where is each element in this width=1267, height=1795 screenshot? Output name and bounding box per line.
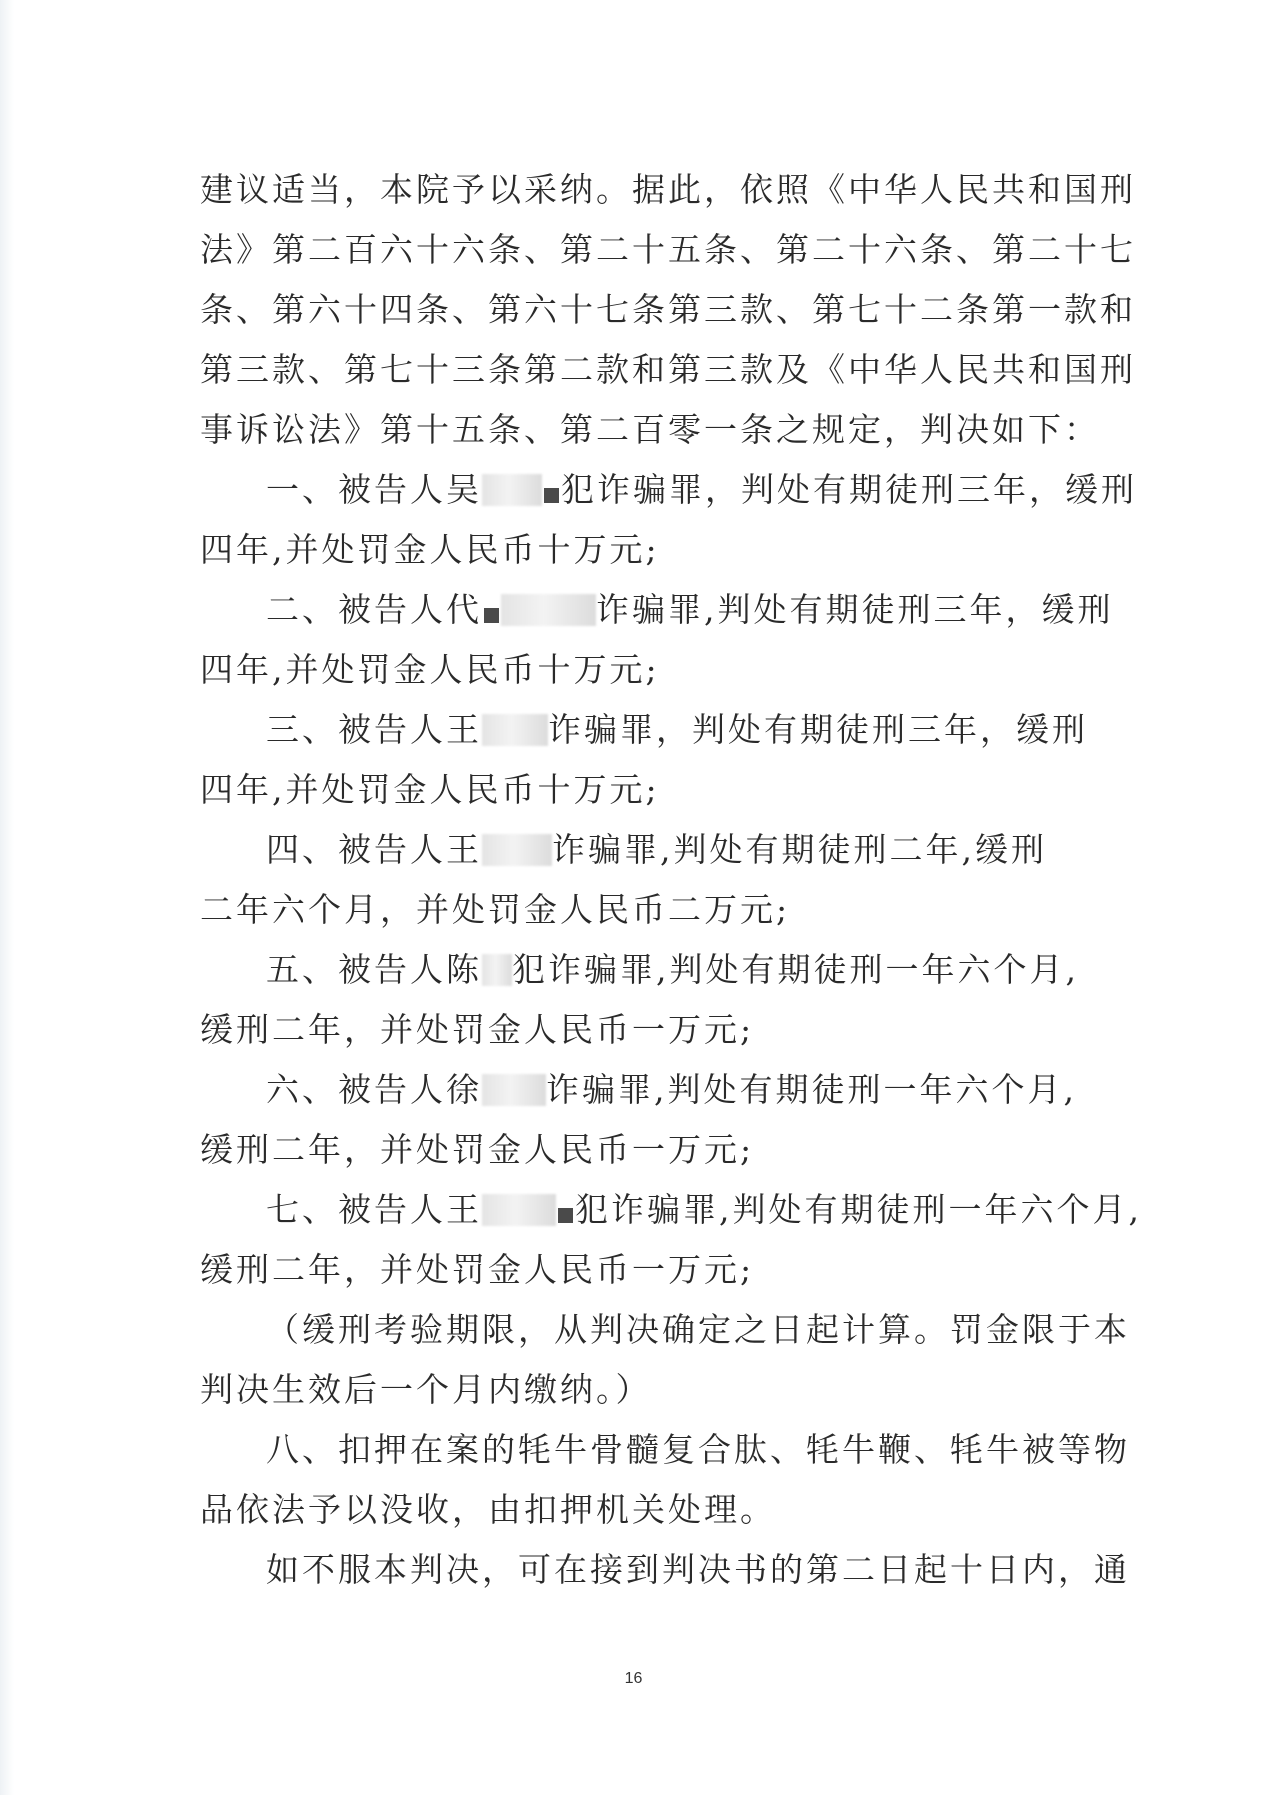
text-line: 事诉讼法》第十五条、第二百零一条之规定，判决如下： bbox=[200, 410, 1100, 449]
text-line: 建议适当，本院予以采纳。据此，依照《中华人民共和国刑 bbox=[200, 170, 1136, 209]
redacted-name bbox=[482, 474, 542, 506]
verdict-7: 七、被告人王 犯诈骗罪,判处有期徒刑一年六个月, bbox=[266, 1190, 1142, 1229]
judgment-text bbox=[200, 160, 1142, 1600]
redacted-name bbox=[482, 1074, 546, 1106]
redaction-mark bbox=[558, 1208, 573, 1223]
redacted-name bbox=[482, 834, 552, 866]
redacted-name bbox=[482, 1194, 556, 1226]
confiscation-item: 八、扣押在案的牦牛骨髓复合肽、牦牛鞭、牦牛被等物 bbox=[266, 1430, 1130, 1469]
verdict-7-cont: 缓刑二年，并处罚金人民币一万元; bbox=[200, 1250, 755, 1289]
redacted-name bbox=[482, 954, 512, 986]
verdict-2: 二、被告人代 诈骗罪,判处有期徒刑三年，缓刑 bbox=[266, 590, 1114, 629]
redacted-name bbox=[482, 714, 548, 746]
probation-note: （缓刑考验期限，从判决确定之日起计算。罚金限于本 bbox=[266, 1310, 1130, 1349]
verdict-6-cont: 缓刑二年，并处罚金人民币一万元; bbox=[200, 1130, 755, 1169]
verdict-6: 六、被告人徐 诈骗罪,判处有期徒刑一年六个月, bbox=[266, 1070, 1077, 1109]
scan-edge bbox=[0, 0, 14, 1795]
redacted-name bbox=[501, 594, 596, 626]
redaction-mark bbox=[484, 608, 499, 623]
appeal-notice: 如不服本判决，可在接到判决书的第二日起十日内，通 bbox=[266, 1550, 1130, 1589]
text-line: 第三款、第七十三条第二款和第三款及《中华人民共和国刑 bbox=[200, 350, 1136, 389]
text-line: 法》第二百六十六条、第二十五条、第二十六条、第二十七 bbox=[200, 230, 1136, 269]
verdict-5: 五、被告人陈 犯诈骗罪,判处有期徒刑一年六个月, bbox=[266, 950, 1079, 989]
confiscation-item-cont: 品依法予以没收，由扣押机关处理。 bbox=[200, 1490, 776, 1529]
verdict-3-cont: 四年,并处罚金人民币十万元; bbox=[200, 770, 660, 809]
probation-note-cont: 判决生效后一个月内缴纳。） bbox=[200, 1370, 652, 1409]
verdict-4-cont: 二年六个月，并处罚金人民币二万元; bbox=[200, 890, 791, 929]
redaction-mark bbox=[544, 488, 559, 503]
verdict-1: 一、被告人吴 犯诈骗罪，判处有期徒刑三年，缓刑 bbox=[266, 470, 1137, 509]
verdict-4: 四、被告人王 诈骗罪,判处有期徒刑二年,缓刑 bbox=[266, 830, 1047, 869]
text-line: 条、第六十四条、第六十七条第三款、第七十二条第一款和 bbox=[200, 290, 1136, 329]
verdict-2-cont: 四年,并处罚金人民币十万元; bbox=[200, 650, 660, 689]
page-number: 16 bbox=[624, 1670, 643, 1687]
verdict-1-cont: 四年,并处罚金人民币十万元; bbox=[200, 530, 660, 569]
verdict-3: 三、被告人王 诈骗罪，判处有期徒刑三年，缓刑 bbox=[266, 710, 1088, 749]
verdict-5-cont: 缓刑二年，并处罚金人民币一万元; bbox=[200, 1010, 755, 1049]
